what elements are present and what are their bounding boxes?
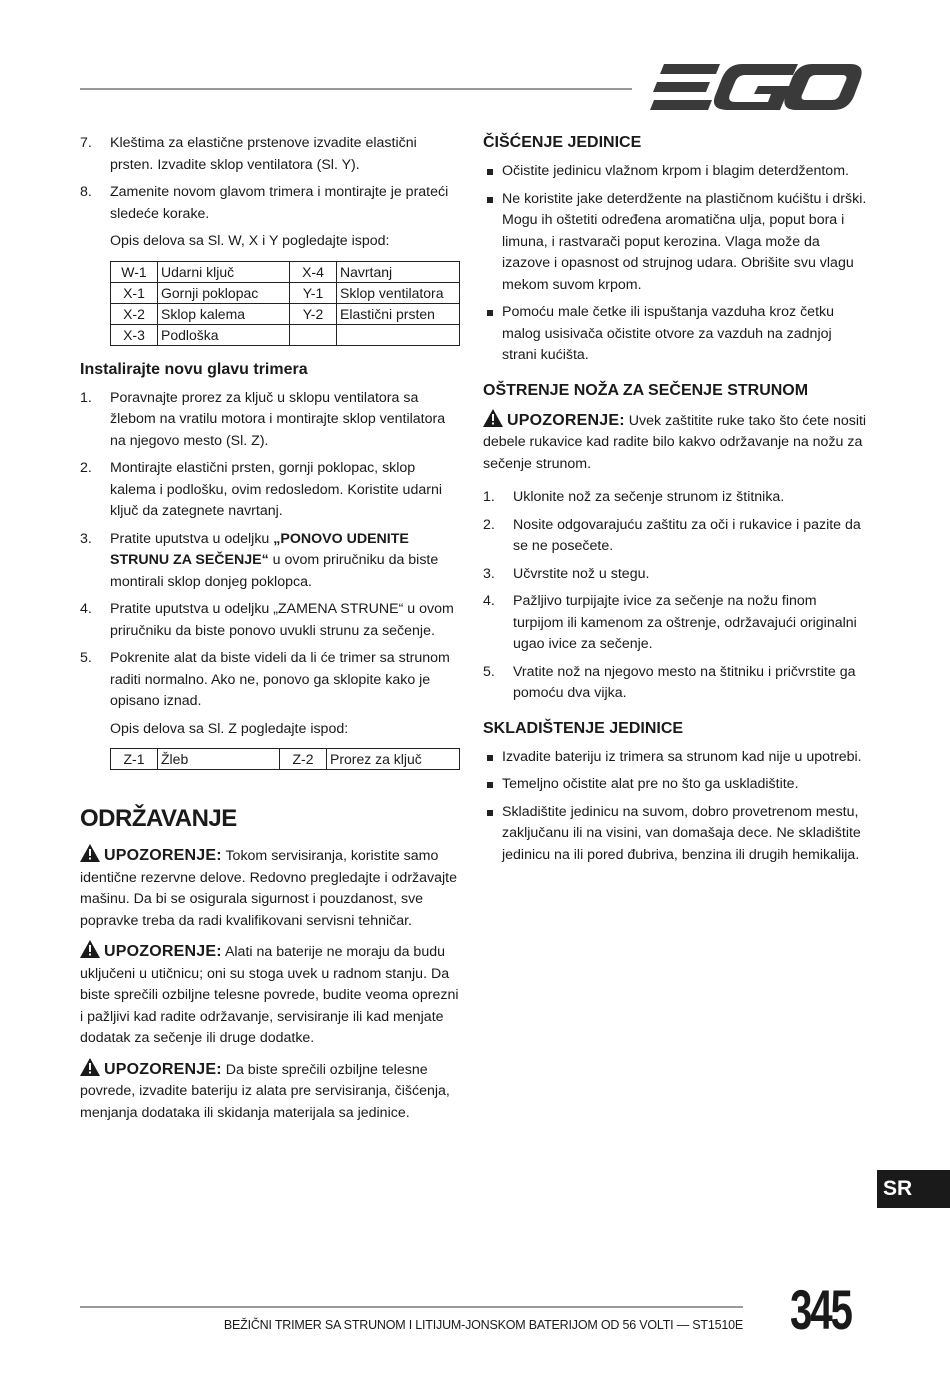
footer-title: BEŽIČNI TRIMER SA STRUNOM I LITIJUM-JONSKOM BATERIJOM OD 56 VOLTI — ST1510E <box>223 1318 743 1332</box>
warning-label: UPOZORENJE: <box>104 1060 222 1078</box>
parts-intro: Opis delova sa Sl. W, X i Y pogledajte ispod: <box>110 233 390 249</box>
page-number: 345 <box>790 1278 851 1341</box>
warning-label: UPOZORENJE: <box>104 943 222 960</box>
list-item: Očistite jedinicu vlažnom krpom i blagim deterdžentom. <box>483 161 868 183</box>
install-heading: Instalirajte novu glavu trimera <box>80 360 308 378</box>
warning-label: UPOZORENJE: <box>104 847 222 864</box>
bullet-icon <box>483 802 502 867</box>
warning-label: UPOZORENJE: <box>507 411 625 429</box>
maintenance-heading: ODRŽAVANJE <box>80 805 237 832</box>
parts-intro: Opis delova sa Sl. Z pogledajte ispod: <box>110 720 349 737</box>
section-reference: „PONOVO UDENITE STRUNU ZA SEČENJE“ <box>110 530 409 568</box>
table-row: X-1 Gornji poklopac Y-1 Sklop ventilatora <box>111 282 460 303</box>
ego-logo <box>650 62 862 114</box>
list-item: 3. Učvrstite nož u stegu. <box>483 565 650 582</box>
sharpening-steps <box>483 487 868 705</box>
warning-icon <box>80 940 100 958</box>
warning-icon <box>483 409 503 427</box>
warning-block: UPOZORENJE: Uvek zaštitite ruke tako što ćete nositi debele rukavice kad radite bilo kakvo održavanje na nožu za sečenje strunom. <box>483 409 868 476</box>
list-item: 1. Uklonite nož za sečenje strunom iz štitnika. <box>483 489 785 505</box>
table-row: X-2 Sklop kalema Y-2 Elastični prsten <box>111 303 460 324</box>
bullet-icon <box>483 189 502 297</box>
warning-icon <box>80 1058 100 1076</box>
cleaning-heading: ČIŠĆENJE JEDINICE <box>483 134 642 151</box>
list-item: Pomoću male četke ili ispuštanja vazduha kroz četku malog usisivača očistite otvore za vazduh na zadnjoj strani kućišta. <box>483 302 868 367</box>
cleaning-list <box>483 161 868 367</box>
warning-icon <box>80 844 100 862</box>
list-item: 8. Zamenite novom glavom trimera i montirajte je prateći sledeće korake. <box>80 184 449 222</box>
table-row: W-1 Udarni ključ X-4 Navrtanj <box>111 261 460 282</box>
list-item: Skladištite jedinicu na suvom, dobro provetrenom mestu, zaključanu ili na visini, van domašaja dece. Ne skladištite jedinicu na ili pored đubriva, benzina ili drugih hemikalija. <box>483 802 868 867</box>
list-item: 4. Pažljivo turpijajte ivice za sečenje na nožu finom turpijom ili kamenom za oštrenje, održavajući originalni ugao ivice za sečenje. <box>483 593 857 652</box>
storage-list <box>483 747 868 867</box>
list-item: 7. Kleštima za elastične prstenove izvadite elastični prsten. Izvadite sklop ventilatora (Sl. Y). <box>80 135 417 173</box>
warning-block: UPOZORENJE: Tokom servisiranja, koristite samo identične rezervne delove. Redovno pregledajte i održavajte mašinu. Da bi se osigurala sigurnost i pouzdanost, sve popravke treba da radi kvalifikovani servisni tehničar. <box>80 844 462 932</box>
list-item: Ne koristite jake deterdžente na plastičnom kućištu i drški. Mogu ih oštetiti određena aromatična ulja, poput bora i limuna, i rastvarači poput kerozina. Vlaga može da izazove i opasnost od strujnog udara. Obrišite svu vlagu mekom suvom krpom. <box>483 189 868 297</box>
warning-block: UPOZORENJE: Alati na baterije ne moraju da budu uključeni u utičnicu; oni su stoga uvek u radnom stanju. Da biste sprečili ozbiljne telesne povrede, budite veoma oprezni i pažljivi kad radite održavanje, servisiranje ili kad menjate dodatak za sečenje ili druge dodatke. <box>80 940 462 1050</box>
storage-heading: SKLADIŠTENJE JEDINICE <box>483 719 684 737</box>
bullet-icon <box>483 161 502 183</box>
list-item: 2. Nosite odgovarajuću zaštitu za oči i rukavice i pazite da se ne posečete. <box>483 516 861 554</box>
warning-block: UPOZORENJE: Da biste sprečili ozbiljne telesne povrede, izvadite bateriju iz alata pre servisiranja, čišćenja, menjanja dodataka ili skidanja materijala sa jedinice. <box>80 1058 462 1125</box>
footer-rule <box>80 1306 743 1308</box>
install-steps <box>80 388 462 713</box>
language-tab: SR <box>877 1170 950 1208</box>
table-row: Z-1 Žleb Z-2 Prorez za ključ <box>111 749 460 770</box>
list-item: 5. Pokrenite alat da biste videli da li će trimer sa strunom raditi normalno. Ako ne, ponovo ga sklopite kako je opisano iznad. <box>80 650 450 709</box>
list-item: 2. Montirajte elastični prsten, gornji poklopac, sklop kalema i podlošku, ovim redosledom. Koristite udarni ključ da zategnete navrtanj. <box>80 460 442 519</box>
list-item: 5. Vratite nož na njegovo mesto na štitniku i pričvrstite ga pomoću dva vijka. <box>483 663 856 701</box>
parts-table-wxy <box>110 261 460 346</box>
parts-table-z <box>110 748 460 770</box>
sharpening-heading: OŠTRENJE NOŽA ZA SEČENJE STRUNOM <box>483 381 809 399</box>
bullet-icon <box>483 774 502 796</box>
header-rule <box>80 88 632 90</box>
bullet-icon <box>483 302 502 367</box>
list-item: Temeljno očistite alat pre no što ga uskladištite. <box>483 774 868 796</box>
table-row: X-3 Podloška <box>111 324 460 345</box>
removal-steps <box>80 133 462 225</box>
right-column <box>483 133 868 874</box>
list-item: Izvadite bateriju iz trimera sa strunom kad nije u upotrebi. <box>483 747 868 769</box>
left-column <box>80 133 462 1132</box>
list-item: 4. Pratite uputstva u odeljku „ZAMENA STRUNE“ u ovom priručniku da biste ponovo uvukli strunu za sečenje. <box>80 601 454 639</box>
bullet-icon <box>483 747 502 769</box>
list-item: 3. Pratite uputstva u odeljku „PONOVO UDENITE STRUNU ZA SEČENJE“ u ovom priručniku da biste montirali sklop donjeg poklopca. <box>80 530 439 590</box>
list-item: 1. Poravnajte prorez za ključ u sklopu ventilatora sa žlebom na vratilu motora i montirajte sklop ventilatora na njegovo mesto (Sl. Z). <box>80 389 446 449</box>
